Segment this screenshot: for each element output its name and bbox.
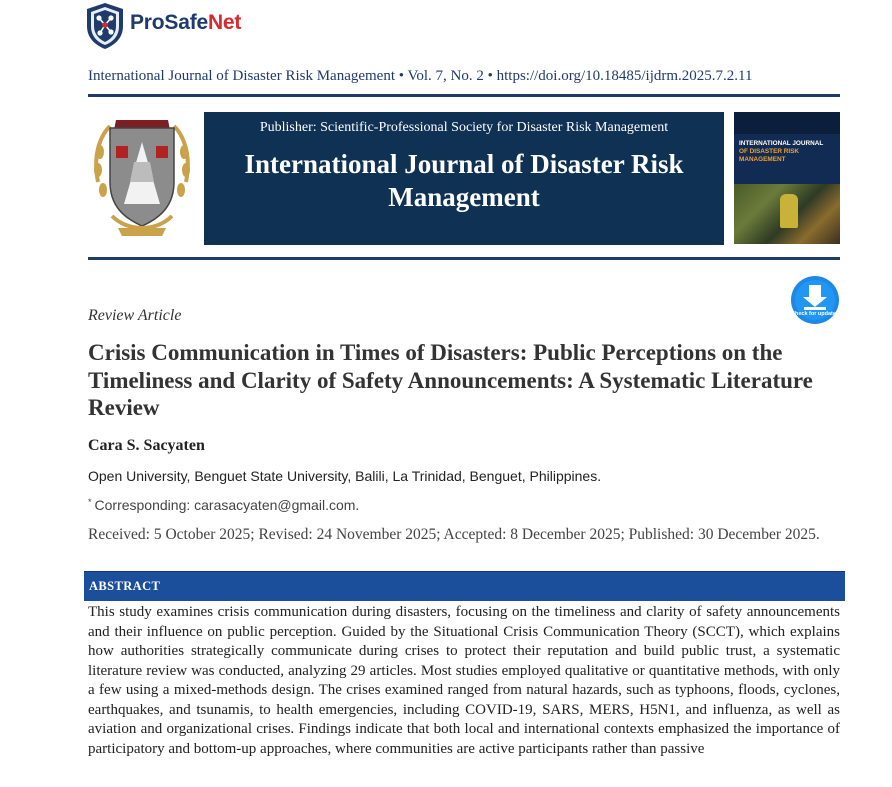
article-dates: Received: 5 October 2025; Revised: 24 November 2025; Accepted: 8 December 2025; Published: 30 December 2025. (88, 526, 820, 543)
corresponding-email[interactable]: Corresponding: carasacyaten@gmail.com. (94, 497, 360, 513)
abstract-body: This study examines crisis communication during disasters, focusing on the timeliness and clarity of safety announcements and their influence on public perception. Guided by the Situational Crisis Communication Theory (SCCT), which explains how authorities strategically communicate during crises to protect their reputation and build public trust, a systematic literature review was conducted, analyzing 29 articles. Most studies employed qualitative or quantitative methods, with only a few using a mixed-methods design. The crises examined ranged from natural hazards, such as typhoons, floods, cyclones, earthquakes, and tsunamis, to health emergencies, including COVID-19, SARS, MERS, H5N1, and influenza, as well as aviation and organizational crises. Findings indicate that both local and international contexts emphasized the importance of participatory and bottom-up approaches, where communities are active participants rather than passive (88, 604, 840, 757)
check-for-updates-badge[interactable] (789, 275, 841, 325)
article-type: Review Article (88, 307, 182, 324)
author-affiliation: Open University, Benguet State University, Balili, La Trinidad, Benguet, Philippines. (88, 468, 602, 484)
logo-text-net: Net (207, 11, 242, 34)
header-rule-top (88, 94, 840, 97)
logo-wordmark (130, 11, 241, 35)
emblem-shield-icon (88, 112, 196, 246)
journal-citation-line[interactable]: International Journal of Disaster Risk Management • Vol. 7, No. 2 • https://doi.org/10.18485/ijdrm.2025.7.2.11 (88, 68, 753, 84)
society-emblem (88, 112, 196, 246)
cover-title-line2: OF DISASTER RISK (739, 148, 800, 155)
banner-journal-title: International Journal of Disaster Risk Management (244, 149, 684, 212)
corresponding-author (88, 497, 359, 513)
corresponding-mark: * (88, 497, 92, 507)
shield-network-icon (85, 2, 125, 50)
cover-top-band (734, 112, 840, 134)
abstract-heading: ABSTRACT (89, 579, 161, 593)
publisher-line: Publisher: Scientific-Professional Society for Disaster Risk Management (259, 120, 669, 135)
cover-title (739, 140, 823, 164)
journal-cover-thumbnail[interactable] (734, 112, 840, 244)
journal-banner (204, 112, 724, 245)
cover-title-line1: INTERNATIONAL JOURNAL (739, 140, 824, 147)
author-name: Cara S. Sacyaten (88, 437, 205, 454)
logo-text-prosafe: ProSafe (130, 11, 208, 34)
article-title: Crisis Communication in Times of Disasters: Public Perceptions on the Timeliness and Clarity of Safety Announcements: A Systematic Literature Review (88, 340, 813, 420)
download-update-icon (789, 275, 841, 325)
check-updates-label: Check for updates (791, 311, 839, 317)
cover-title-line3: MANAGEMENT (739, 156, 786, 163)
abstract-header-bar (84, 571, 845, 601)
emblem-label: SPS-DRM (122, 116, 150, 122)
cover-figure (780, 194, 798, 228)
header-rule-bottom (88, 257, 840, 260)
